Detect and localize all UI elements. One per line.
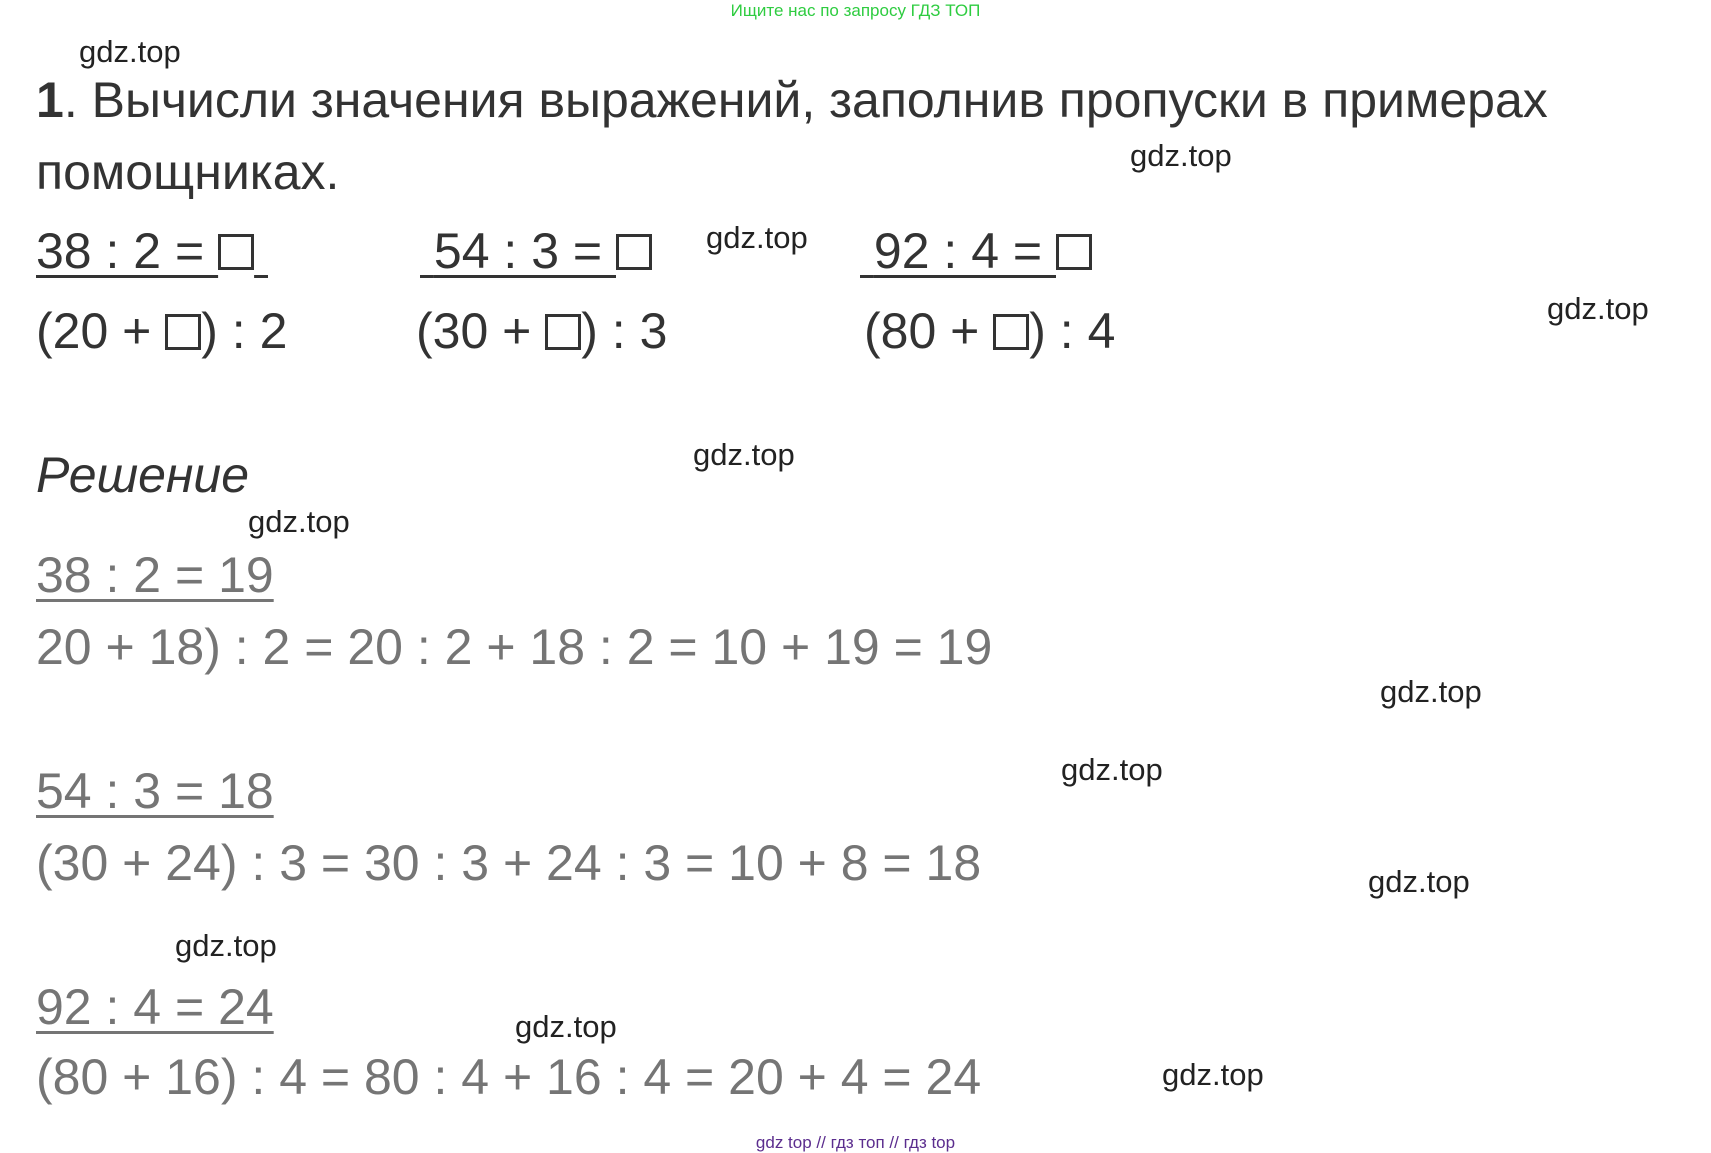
blank-box: [616, 234, 652, 270]
watermark: gdz.top: [515, 1009, 617, 1044]
blank-box: [545, 314, 581, 350]
example-1-bottom: [36, 302, 287, 360]
task-text-line2: помощниках.: [36, 144, 340, 200]
example-2-helper-left: (30 +: [416, 303, 546, 359]
example-3-bottom: [864, 302, 1115, 360]
footer-links[interactable]: gdz top // гдз топ // гдз top: [755, 1133, 956, 1152]
task-text-line1: . Вычисли значения выражений, заполнив пропуски в примерах: [63, 72, 1548, 128]
solution-1-work: 20 + 18) : 2 = 20 : 2 + 18 : 2 = 10 + 19 = 19: [36, 619, 993, 675]
watermark: gdz.top: [1380, 674, 1482, 709]
example-3-top: [860, 222, 1092, 280]
watermark: gdz.top: [1368, 864, 1470, 899]
watermark: gdz.top: [1162, 1057, 1264, 1092]
solution-2-result: 54 : 3 = 18: [36, 763, 274, 819]
watermark: gdz.top: [175, 928, 277, 963]
example-3-expression: 92 : 4 =: [873, 223, 1056, 279]
solution-1-result: 38 : 2 = 19: [36, 547, 274, 603]
task-title: [36, 64, 1548, 136]
example-2-helper-right: ) : 3: [581, 303, 668, 359]
watermark: gdz.top: [693, 437, 795, 472]
watermark: gdz.top: [706, 220, 808, 255]
solution-2-work: (30 + 24) : 3 = 30 : 3 + 24 : 3 = 10 + 8 = 18: [36, 835, 982, 891]
example-1-expression: 38 : 2 =: [36, 223, 219, 279]
example-2-top: [420, 222, 652, 280]
blank-box: [993, 314, 1029, 350]
blank-box: [1056, 234, 1092, 270]
blank-box: [165, 314, 201, 350]
solution-heading: Решение: [36, 447, 250, 503]
task-number: 1: [36, 72, 64, 128]
watermark: gdz.top: [1130, 138, 1232, 173]
example-3-helper-left: (80 +: [864, 303, 994, 359]
watermark: gdz.top: [79, 34, 181, 69]
watermark: gdz.top: [248, 504, 350, 539]
watermark: gdz.top: [1061, 752, 1163, 787]
example-1-helper-right: ) : 2: [201, 303, 288, 359]
example-2-bottom: [416, 302, 667, 360]
blank-box: [218, 234, 254, 270]
example-2-expression: 54 : 3 =: [433, 223, 616, 279]
solution-3-result: 92 : 4 = 24: [36, 979, 274, 1035]
watermark: gdz.top: [1547, 291, 1649, 326]
example-1-top: [36, 222, 268, 280]
solution-3-work: (80 + 16) : 4 = 80 : 4 + 16 : 4 = 20 + 4 = 24: [36, 1049, 982, 1105]
example-3-helper-right: ) : 4: [1029, 303, 1116, 359]
example-1-helper-left: (20 +: [36, 303, 166, 359]
top-banner: Ищите нас по запросу ГДЗ ТОП: [730, 1, 981, 20]
